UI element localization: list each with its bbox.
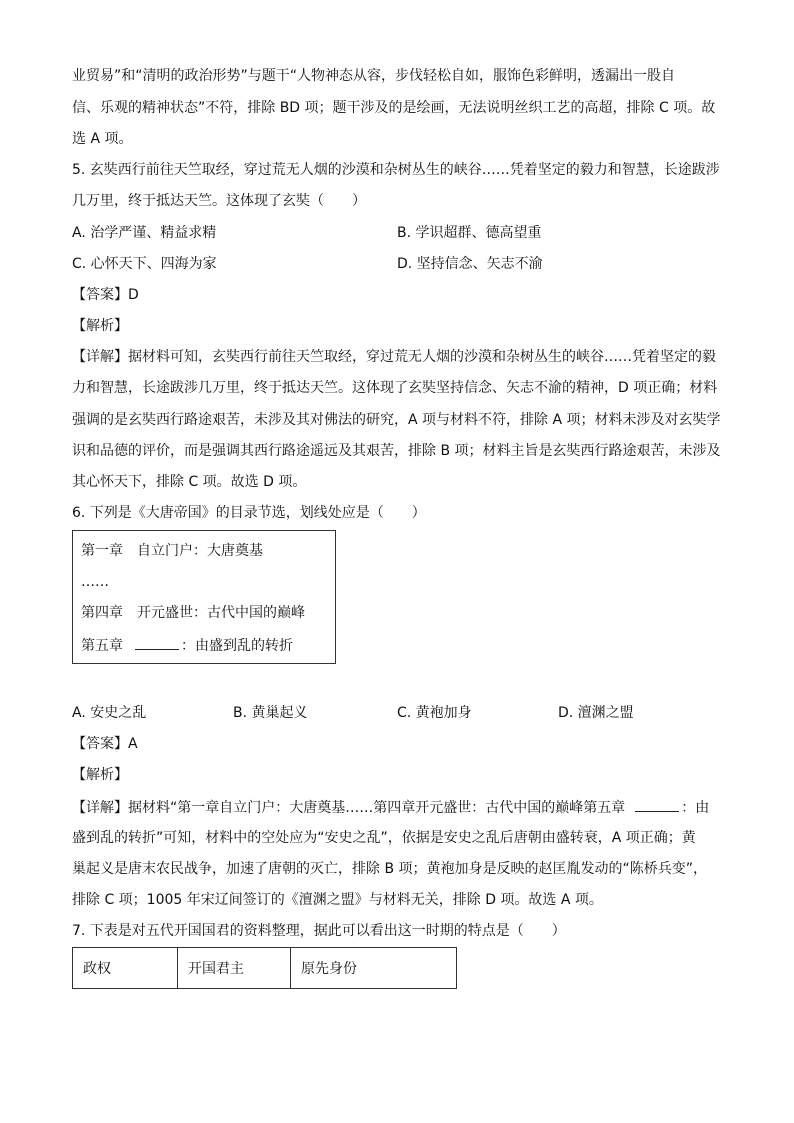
q7-header-regime: 政权 bbox=[73, 948, 178, 989]
q6-chapter-5-prefix: 第五章 bbox=[81, 638, 123, 654]
q6-detail-line-1-pre: 【详解】据材料“第一章自立门户：大唐奠基……第四章开元盛世：古代中国的巅峰第五章 bbox=[72, 800, 626, 816]
prev-line-1: 业贸易”和“清明的政治形势”与题干“人物神态从容，步伐轻松自如，服饰色彩鲜明，透漏出一股自 bbox=[72, 68, 676, 84]
q6-stem: 6. 下列是《大唐帝国》的目录节选，划线处应是（ ） bbox=[72, 505, 426, 521]
q6-option-d: D. 澶渊之盟 bbox=[558, 705, 634, 721]
q5-stem-line-2: 几万里，终于抵达天竺。这体现了玄奘（ ） bbox=[72, 193, 366, 209]
q5-option-c: C. 心怀天下、四海为家 bbox=[72, 256, 217, 272]
q6-answer: 【答案】A bbox=[72, 736, 138, 752]
prev-line-2: 信、乐观的精神状态”不符，排除 BD 项；题干涉及的是绘画，无法说明丝织工艺的高超，排除 C 项。故 bbox=[72, 100, 716, 116]
prev-line-3: 选 A 项。 bbox=[72, 131, 133, 147]
q6-detail-line-1 bbox=[72, 797, 709, 818]
q5-detail-line-1: 【详解】据材料可知，玄奘西行前往天竺取经，穿过荒无人烟的沙漠和杂树丛生的峡谷……凭着坚定的毅 bbox=[72, 349, 716, 365]
table-row bbox=[73, 948, 457, 989]
q5-detail-line-4: 识和品德的评价，而是强调其西行路途遥远及其艰苦，排除 B 项；材料主旨是玄奘西行路途艰苦，未涉及 bbox=[72, 443, 721, 459]
q6-chapter-1: 第一章 自立门户：大唐奠基 bbox=[81, 543, 263, 559]
q6-chapter-5 bbox=[81, 635, 293, 656]
q5-detail-line-2: 力和智慧，长途跋涉几万里，终于抵达天竺。这体现了玄奘坚持信念、矢志不渝的精神，D 项正确；材料 bbox=[72, 380, 718, 396]
q5-stem-line-1: 5. 玄奘西行前往天竺取经，穿过荒无人烟的沙漠和杂树丛生的峡谷……凭着坚定的毅力和智慧，长途跋涉 bbox=[72, 162, 720, 178]
q6-chapter-5-suffix: ：由盛到乱的转折 bbox=[181, 638, 293, 654]
q6-contents-box bbox=[72, 530, 336, 664]
q5-analysis-label: 【解析】 bbox=[72, 318, 128, 334]
q6-blank-underline bbox=[135, 635, 179, 650]
q5-option-a: A. 治学严谨、精益求精 bbox=[72, 225, 217, 241]
q7-header-founder: 开国君主 bbox=[178, 948, 291, 989]
q6-ellipsis: …… bbox=[81, 574, 109, 590]
q6-detail-line-2: 盛到乱的转折”可知，材料中的空处应为“安史之乱”，依据是安史之乱后唐朝由盛转衰，A 项正确；黄 bbox=[72, 830, 696, 846]
q5-answer: 【答案】D bbox=[72, 287, 139, 303]
q7-header-original-identity: 原先身份 bbox=[291, 948, 457, 989]
q7-table bbox=[72, 947, 457, 989]
q6-option-a: A. 安史之乱 bbox=[72, 705, 147, 721]
q5-option-b: B. 学识超群、德高望重 bbox=[397, 225, 542, 241]
q5-detail-line-3: 强调的是玄奘西行路途艰苦，未涉及其对佛法的研究，A 项与材料不符，排除 A 项；材料未涉及对玄奘学 bbox=[72, 412, 721, 428]
q6-option-b: B. 黄巢起义 bbox=[233, 705, 308, 721]
q6-analysis-label: 【解析】 bbox=[72, 767, 128, 783]
q6-detail-line-4: 排除 C 项；1005 年宋辽间签订的《澶渊之盟》与材料无关，排除 D 项。故选 A 项。 bbox=[72, 892, 603, 908]
q6-chapter-4: 第四章 开元盛世：古代中国的巅峰 bbox=[81, 605, 305, 621]
q5-option-d: D. 坚持信念、矢志不渝 bbox=[397, 256, 543, 272]
q6-detail-blank-underline bbox=[635, 797, 679, 812]
q6-option-c: C. 黄袍加身 bbox=[397, 705, 472, 721]
q6-detail-line-1-post: ：由 bbox=[681, 800, 710, 816]
q5-detail-line-5: 其心怀天下，排除 C 项。故选 D 项。 bbox=[72, 474, 307, 490]
q6-detail-line-3: 巢起义是唐末农民战争，加速了唐朝的灭亡，排除 B 项；黄袍加身是反映的赵匡胤发动的“陈桥兵变”， bbox=[72, 861, 708, 877]
q7-stem: 7. 下表是对五代开国国君的资料整理，据此可以看出这一时期的特点是（ ） bbox=[72, 923, 566, 939]
